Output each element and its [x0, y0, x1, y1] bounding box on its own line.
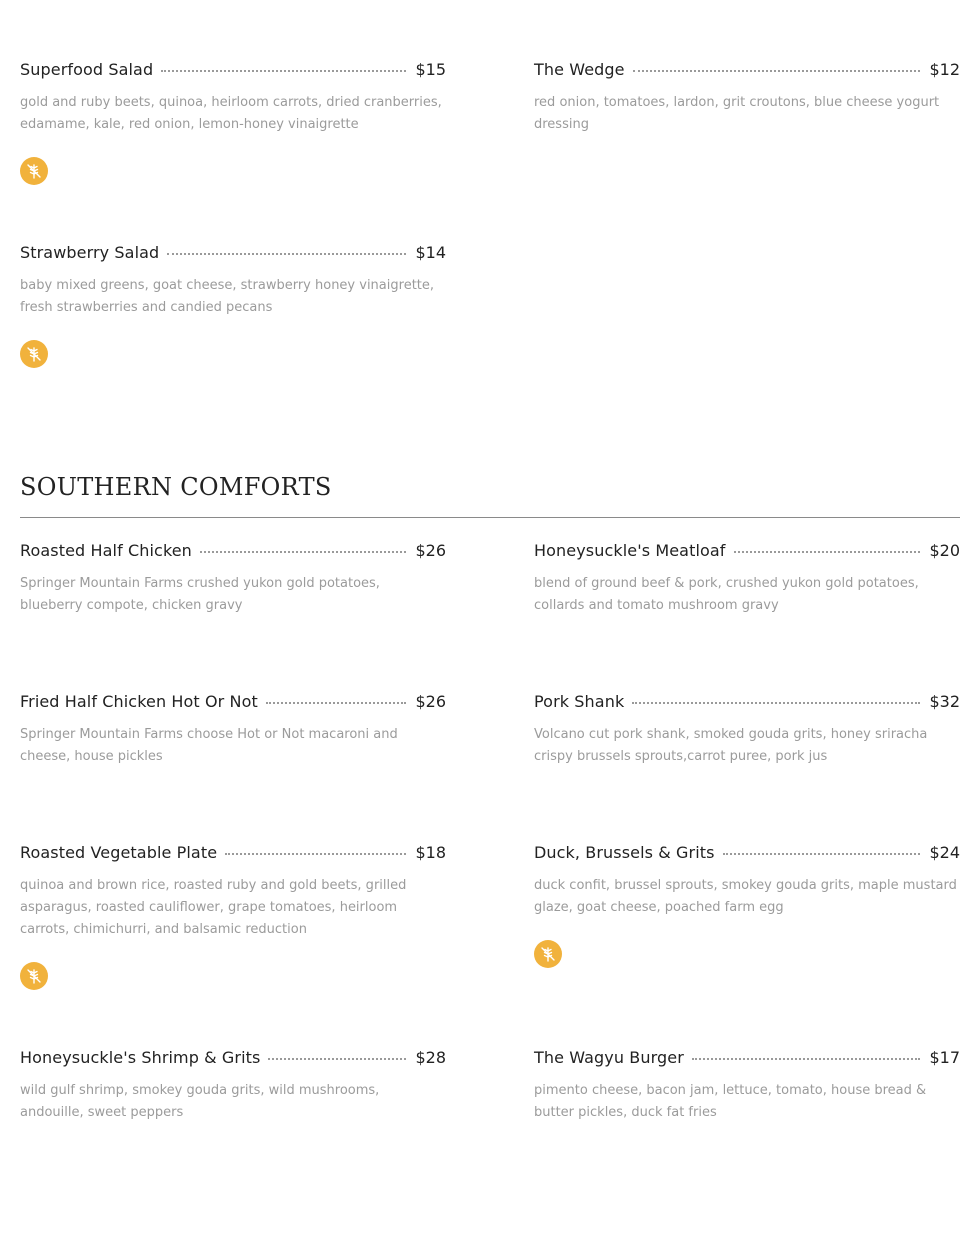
item-header: [20, 60, 446, 79]
item-header: [534, 692, 960, 711]
menu-item-strawberry-salad: [20, 243, 446, 368]
item-name: Honeysuckle's Shrimp & Grits: [20, 1048, 261, 1067]
gluten-free-icon: [20, 962, 48, 990]
item-description: red onion, tomatoes, lardon, grit croutons, blue cheese yogurt dressing: [534, 95, 940, 132]
item-name: The Wedge: [534, 60, 625, 79]
item-name: Superfood Salad: [20, 60, 154, 79]
menu-item-fried-half-chicken: [20, 692, 446, 768]
item-header: [20, 243, 446, 262]
item-header: [20, 541, 446, 560]
leader-dots: [723, 853, 921, 855]
item-price: $28: [415, 1048, 446, 1067]
item-header: [534, 1048, 960, 1067]
menu-item-wagyu-burger: [534, 1048, 960, 1124]
item-description: Volcano cut pork shank, smoked gouda grits, honey sriracha crispy brussels sprouts,carrot puree, pork jus: [534, 727, 928, 764]
menu-item-pork-shank: [534, 692, 960, 768]
item-description: Springer Mountain Farms crushed yukon gold potatoes, blueberry compote, chicken gravy: [20, 576, 380, 613]
menu-item-the-wedge: [534, 60, 960, 136]
leader-dots: [692, 1058, 921, 1060]
menu-item-roasted-half-chicken: [20, 541, 446, 617]
menu-item-honeysuckles-meatloaf: [534, 541, 960, 617]
item-description: blend of ground beef & pork, crushed yukon gold potatoes, collards and tomato mushroom gravy: [534, 576, 919, 613]
item-name: Fried Half Chicken Hot Or Not: [20, 692, 258, 711]
item-header: [20, 1048, 446, 1067]
item-description: quinoa and brown rice, roasted ruby and gold beets, grilled asparagus, roasted cauliflower, grape tomatoes, heirloom carrots, chimichurri, and balsamic reduction: [20, 878, 407, 937]
item-price: $12: [929, 60, 960, 79]
item-header: [20, 692, 446, 711]
leader-dots: [225, 853, 406, 855]
item-name: Roasted Vegetable Plate: [20, 843, 218, 862]
section-divider: [20, 517, 960, 518]
leader-dots: [161, 70, 406, 72]
item-price: $26: [415, 541, 446, 560]
menu-item-duck-brussels-grits: [534, 843, 960, 968]
leader-dots: [633, 70, 921, 72]
item-description: wild gulf shrimp, smokey gouda grits, wild mushrooms, andouille, sweet peppers: [20, 1083, 380, 1120]
item-price: $18: [415, 843, 446, 862]
item-price: $32: [929, 692, 960, 711]
item-name: Roasted Half Chicken: [20, 541, 192, 560]
item-header: [534, 541, 960, 560]
leader-dots: [200, 551, 407, 553]
gluten-free-icon: [20, 340, 48, 368]
item-header: [534, 60, 960, 79]
item-price: $15: [415, 60, 446, 79]
menu-item-roasted-vegetable-plate: [20, 843, 446, 990]
gluten-free-icon: [20, 157, 48, 185]
item-name: The Wagyu Burger: [534, 1048, 684, 1067]
gluten-free-icon: [534, 940, 562, 968]
menu-item-shrimp-and-grits: [20, 1048, 446, 1124]
leader-dots: [268, 1058, 406, 1060]
leader-dots: [167, 253, 406, 255]
item-price: $26: [415, 692, 446, 711]
item-name: Honeysuckle's Meatloaf: [534, 541, 726, 560]
leader-dots: [266, 702, 407, 704]
leader-dots: [734, 551, 921, 553]
item-description: Springer Mountain Farms choose Hot or Not macaroni and cheese, house pickles: [20, 727, 398, 764]
item-price: $24: [929, 843, 960, 862]
menu-item-superfood-salad: [20, 60, 446, 185]
section-title: SOUTHERN COMFORTS: [20, 473, 332, 501]
item-name: Pork Shank: [534, 692, 625, 711]
item-price: $14: [415, 243, 446, 262]
item-description: pimento cheese, bacon jam, lettuce, tomato, house bread & butter pickles, duck fat fries: [534, 1083, 927, 1120]
item-description: duck confit, brussel sprouts, smokey gouda grits, maple mustard glaze, goat cheese, poached farm egg: [534, 878, 957, 915]
item-name: Duck, Brussels & Grits: [534, 843, 715, 862]
leader-dots: [632, 702, 920, 704]
item-description: baby mixed greens, goat cheese, strawberry honey vinaigrette, fresh strawberries and candied pecans: [20, 278, 435, 315]
item-header: [534, 843, 960, 862]
item-header: [20, 843, 446, 862]
item-price: $17: [929, 1048, 960, 1067]
item-name: Strawberry Salad: [20, 243, 160, 262]
item-price: $20: [929, 541, 960, 560]
item-description: gold and ruby beets, quinoa, heirloom carrots, dried cranberries, edamame, kale, red onion, lemon-honey vinaigrette: [20, 95, 442, 132]
